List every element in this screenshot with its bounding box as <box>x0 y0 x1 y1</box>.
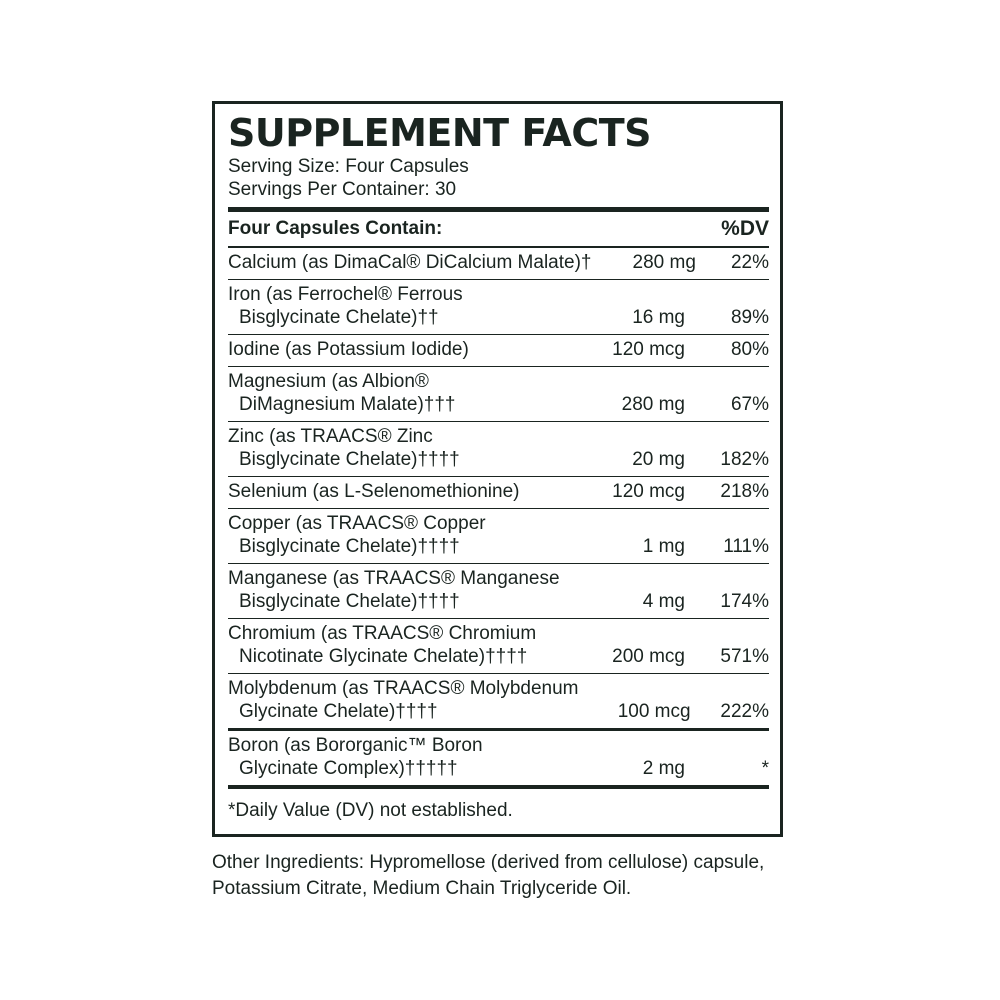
nutrient-amount: 1 mg <box>642 536 685 557</box>
nutrient-amount: 4 mg <box>642 591 685 612</box>
nutrient-amount: 16 mg <box>632 307 685 328</box>
nutrient-row-chromium <box>228 618 769 673</box>
nutrient-name-line2: Nicotinate Glycinate Chelate)†††† <box>239 646 528 667</box>
servings-per-container: Servings Per Container: 30 <box>228 179 457 200</box>
serving-size: Serving Size: Four Capsules <box>228 156 469 177</box>
nutrient-amount: 280 mg <box>632 252 696 273</box>
nutrient-row-zinc <box>228 421 769 476</box>
nutrient-name <box>228 622 565 668</box>
nutrient-row-selenium <box>228 476 769 508</box>
nutrient-name-line1: Copper (as TRAACS® Copper <box>228 513 486 534</box>
nutrient-name-line1: Molybdenum (as TRAACS® Molybdenum <box>228 678 579 699</box>
nutrient-row-iron <box>228 279 769 334</box>
nutrient-amount: 200 mcg <box>612 646 685 667</box>
nutrient-name-line2: Bisglycinate Chelate)†††† <box>239 536 460 557</box>
nutrient-name-line1: Iodine (as Potassium Iodide) <box>228 339 469 360</box>
nutrient-name-line2: Bisglycinate Chelate)†† <box>239 307 439 328</box>
nutrient-amount: 100 mcg <box>617 701 691 722</box>
nutrient-name-line2: Bisglycinate Chelate)†††† <box>239 449 460 470</box>
nutrient-name <box>228 283 565 329</box>
nutrient-name <box>228 567 565 613</box>
nutrient-amount: 2 mg <box>642 758 685 779</box>
nutrient-dv: 182% <box>720 449 769 470</box>
nutrient-name-line1: Magnesium (as Albion® <box>228 371 429 392</box>
nutrient-name-line1: Selenium (as L-Selenomethionine) <box>228 481 520 502</box>
other-ingredients-line2: Potassium Citrate, Medium Chain Triglyceride Oil. <box>212 878 632 899</box>
nutrient-row-magnesium <box>228 366 769 421</box>
nutrient-dv: * <box>761 758 769 779</box>
header-dv: %DV <box>721 217 769 240</box>
nutrient-row-copper <box>228 508 769 563</box>
footnote: *Daily Value (DV) not established. <box>228 800 513 821</box>
nutrient-name-line1: Zinc (as TRAACS® Zinc <box>228 426 433 447</box>
nutrient-dv: 218% <box>720 481 769 502</box>
nutrient-dv: 67% <box>730 394 769 415</box>
nutrient-dv: 89% <box>730 307 769 328</box>
table-header <box>228 212 769 246</box>
nutrient-row-iodine <box>228 334 769 366</box>
header-label: Four Capsules Contain: <box>228 218 443 239</box>
nutrient-row-molybdenum <box>228 673 769 728</box>
nutrient-name <box>228 734 565 780</box>
nutrient-name-line1: Boron (as Bororganic™ Boron <box>228 735 483 756</box>
nutrient-name <box>228 480 565 503</box>
nutrient-name-line1: Calcium (as DimaCal® DiCalcium Malate)† <box>228 252 592 273</box>
nutrient-name-line2: Glycinate Chelate)†††† <box>239 701 438 722</box>
nutrient-dv: 222% <box>720 701 769 722</box>
nutrient-row-boron <box>228 728 769 785</box>
panel-title: SUPPLEMENT FACTS <box>228 111 652 155</box>
nutrient-name <box>228 251 591 274</box>
nutrient-name <box>228 677 579 723</box>
nutrient-name-line2: DiMagnesium Malate)††† <box>239 394 456 415</box>
supplement-facts-panel <box>212 101 783 837</box>
nutrient-name-line1: Manganese (as TRAACS® Manganese <box>228 568 560 589</box>
nutrient-name <box>228 370 565 416</box>
nutrient-dv: 571% <box>720 646 769 667</box>
nutrient-name <box>228 338 565 361</box>
nutrient-amount: 120 mcg <box>612 339 685 360</box>
nutrient-name-line2: Bisglycinate Chelate)†††† <box>239 591 460 612</box>
nutrient-name <box>228 512 565 558</box>
nutrient-name-line1: Chromium (as TRAACS® Chromium <box>228 623 537 644</box>
nutrient-dv: 174% <box>720 591 769 612</box>
other-ingredients <box>212 850 832 902</box>
nutrient-dv: 80% <box>730 339 769 360</box>
nutrient-row-manganese <box>228 563 769 618</box>
nutrient-amount: 20 mg <box>632 449 685 470</box>
nutrient-row-calcium <box>228 246 769 279</box>
nutrient-amount: 120 mcg <box>612 481 685 502</box>
nutrient-dv: 111% <box>723 536 769 557</box>
other-ingredients-line1: Other Ingredients: Hypromellose (derived from cellulose) capsule, <box>212 852 765 873</box>
nutrient-name-line1: Iron (as Ferrochel® Ferrous <box>228 284 463 305</box>
nutrient-dv: 22% <box>730 252 769 273</box>
nutrient-name <box>228 425 565 471</box>
nutrient-amount: 280 mg <box>621 394 685 415</box>
nutrient-name-line2: Glycinate Complex)††††† <box>239 758 458 779</box>
